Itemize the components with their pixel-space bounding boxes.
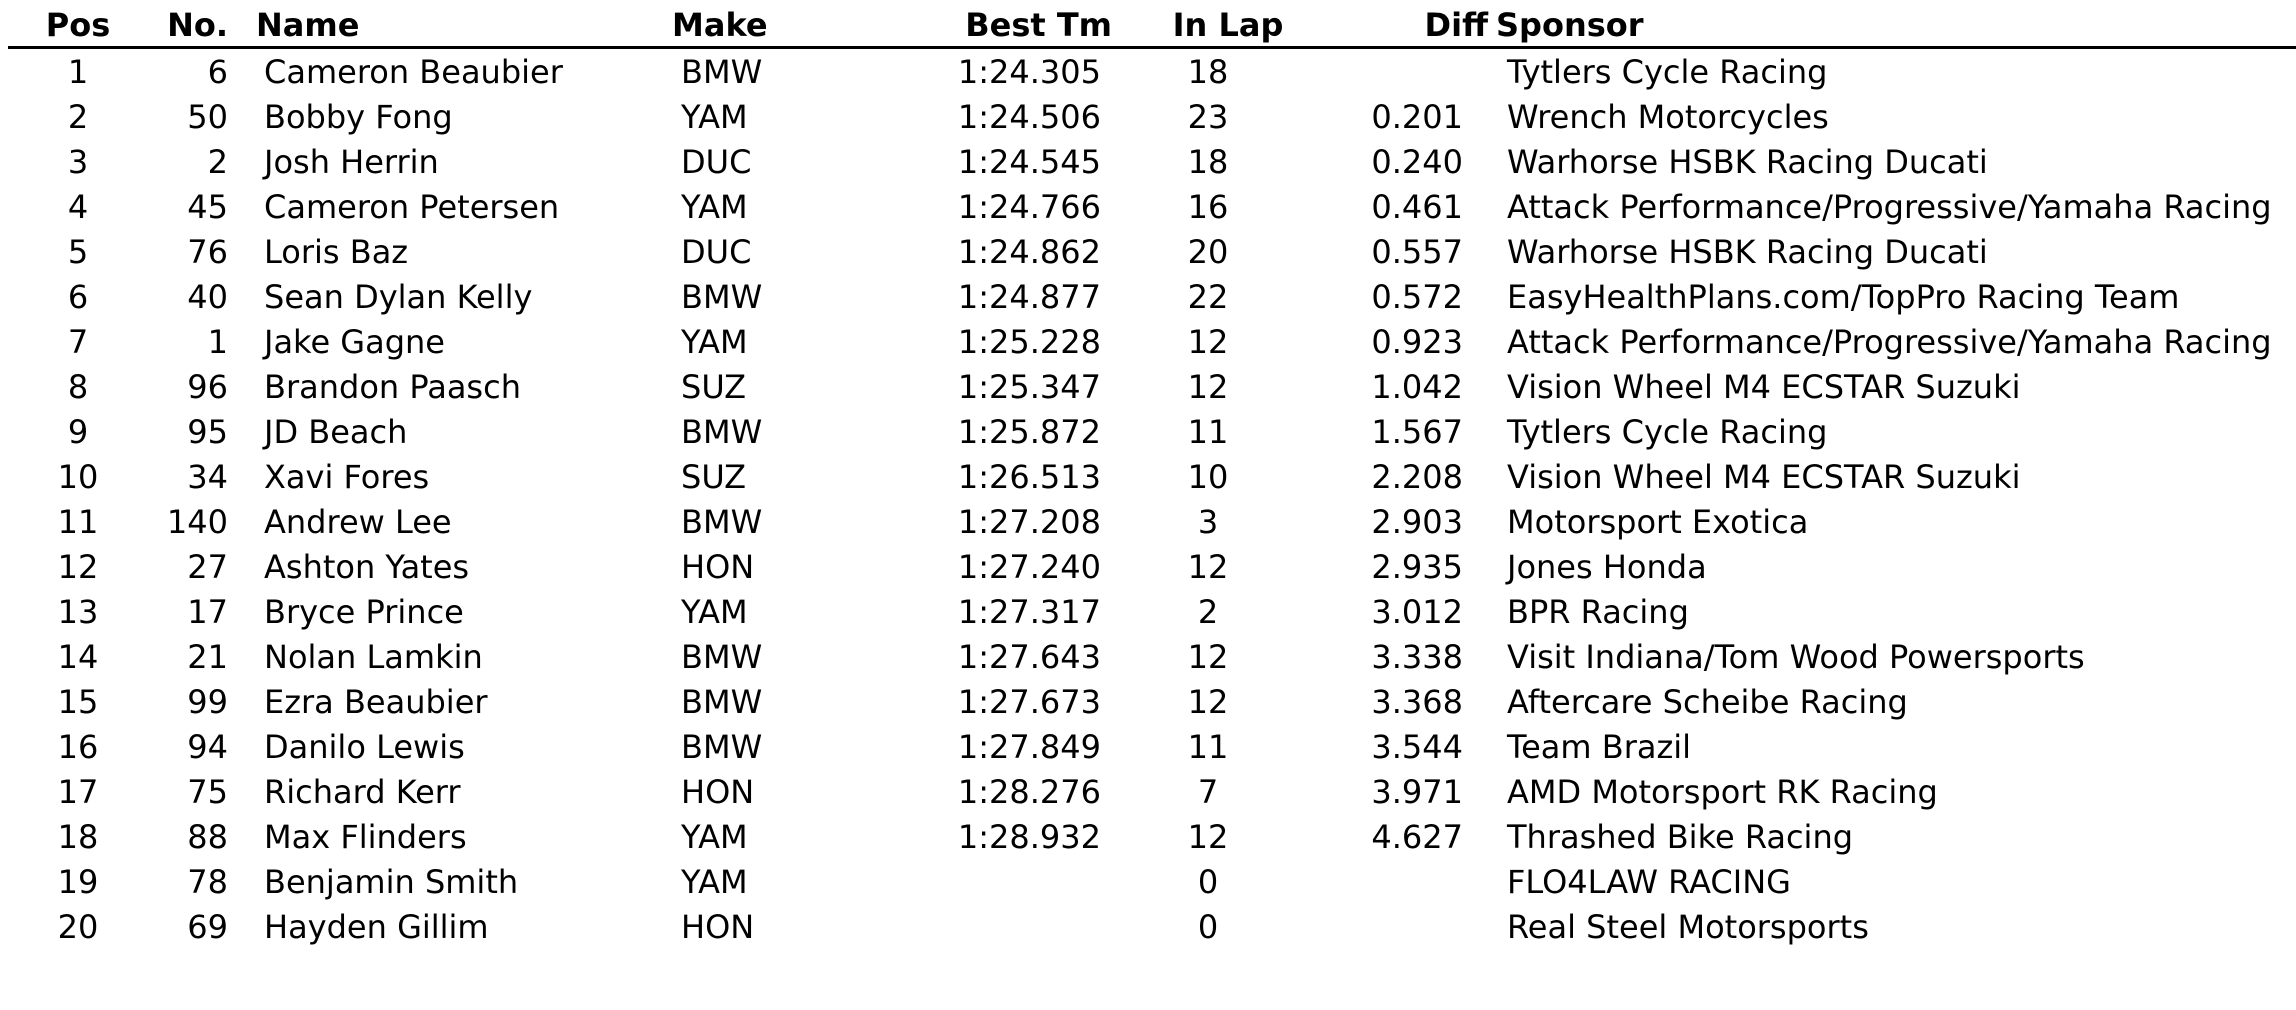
cell-name: Richard Kerr [264,773,461,811]
cell-make: BMW [681,503,763,541]
cell-no: 99 [187,683,228,721]
cell-pos: 1 [67,53,89,91]
cell-no: 34 [187,458,228,496]
cell-in-lap: 12 [1187,548,1229,586]
header-pos: Pos [45,6,111,44]
cell-in-lap: 2 [1197,593,1219,631]
table-row [8,904,2296,949]
cell-pos: 17 [57,773,99,811]
cell-diff: 4.627 [1371,818,1463,856]
cell-sponsor: Team Brazil [1507,728,1692,766]
results-table [8,0,2296,949]
cell-make: DUC [681,143,752,181]
cell-diff: 0.923 [1371,323,1463,361]
cell-in-lap: 12 [1187,818,1229,856]
cell-best-tm: 1:27.240 [957,548,1101,586]
cell-diff: 3.971 [1371,773,1463,811]
cell-name: Brandon Paasch [264,368,521,406]
cell-in-lap: 20 [1187,233,1229,271]
cell-no: 78 [187,863,228,901]
cell-make: YAM [681,98,748,136]
cell-in-lap: 18 [1187,53,1229,91]
cell-sponsor: Warhorse HSBK Racing Ducati [1507,143,1988,181]
cell-sponsor: Tytlers Cycle Racing [1507,413,1828,451]
cell-make: DUC [681,233,752,271]
cell-name: Bryce Prince [264,593,464,631]
cell-name: Cameron Beaubier [264,53,563,91]
cell-diff: 2.935 [1371,548,1463,586]
cell-best-tm: 1:28.276 [957,773,1101,811]
cell-pos: 4 [67,188,89,226]
table-row [8,139,2296,184]
cell-in-lap: 0 [1197,863,1219,901]
cell-name: Benjamin Smith [264,863,519,901]
cell-name: JD Beach [264,413,408,451]
cell-sponsor: Aftercare Scheibe Racing [1507,683,1908,721]
table-row [8,319,2296,364]
header-sponsor: Sponsor [1496,6,1644,44]
cell-best-tm: 1:27.849 [957,728,1101,766]
cell-best-tm: 1:25.228 [957,323,1101,361]
cell-best-tm: 1:25.347 [957,368,1101,406]
cell-make: SUZ [681,368,747,406]
cell-sponsor: Wrench Motorcycles [1507,98,1829,136]
cell-name: Bobby Fong [264,98,453,136]
cell-in-lap: 12 [1187,323,1229,361]
table-row [8,814,2296,859]
cell-in-lap: 0 [1197,908,1219,946]
cell-pos: 12 [57,548,99,586]
cell-no: 27 [187,548,228,586]
table-row [8,409,2296,454]
cell-sponsor: Warhorse HSBK Racing Ducati [1507,233,1988,271]
table-body [8,49,2296,949]
cell-no: 45 [187,188,228,226]
cell-name: Xavi Fores [264,458,430,496]
table-row [8,589,2296,634]
table-row [8,364,2296,409]
cell-make: YAM [681,593,748,631]
cell-diff: 1.042 [1371,368,1463,406]
cell-diff: 2.903 [1371,503,1463,541]
cell-name: Jake Gagne [264,323,445,361]
table-row [8,679,2296,724]
cell-in-lap: 12 [1187,638,1229,676]
cell-pos: 3 [67,143,89,181]
cell-in-lap: 11 [1187,413,1229,451]
cell-make: HON [681,548,755,586]
cell-sponsor: Vision Wheel M4 ECSTAR Suzuki [1507,368,2021,406]
cell-no: 17 [187,593,228,631]
cell-no: 21 [187,638,228,676]
cell-sponsor: Vision Wheel M4 ECSTAR Suzuki [1507,458,2021,496]
cell-best-tm: 1:27.208 [957,503,1101,541]
cell-in-lap: 22 [1187,278,1229,316]
cell-pos: 9 [67,413,89,451]
cell-best-tm: 1:25.872 [957,413,1101,451]
cell-in-lap: 3 [1197,503,1219,541]
table-row [8,184,2296,229]
cell-name: Hayden Gillim [264,908,489,946]
table-header [8,0,2296,49]
cell-sponsor: AMD Motorsport RK Racing [1507,773,1938,811]
cell-diff: 0.461 [1371,188,1463,226]
cell-name: Max Flinders [264,818,467,856]
cell-in-lap: 16 [1187,188,1229,226]
cell-sponsor: Attack Performance/Progressive/Yamaha Racing [1507,323,2272,361]
cell-no: 6 [207,53,228,91]
cell-name: Sean Dylan Kelly [264,278,533,316]
cell-diff: 0.240 [1371,143,1463,181]
cell-in-lap: 12 [1187,683,1229,721]
cell-make: SUZ [681,458,747,496]
cell-best-tm: 1:24.766 [957,188,1101,226]
cell-in-lap: 23 [1187,98,1229,136]
table-row [8,859,2296,904]
cell-make: HON [681,773,755,811]
cell-make: BMW [681,413,763,451]
cell-diff: 2.208 [1371,458,1463,496]
cell-diff: 0.201 [1371,98,1463,136]
cell-no: 2 [207,143,228,181]
cell-make: YAM [681,863,748,901]
cell-best-tm: 1:27.317 [957,593,1101,631]
cell-pos: 16 [57,728,99,766]
cell-make: BMW [681,728,763,766]
cell-pos: 19 [57,863,99,901]
cell-sponsor: Motorsport Exotica [1507,503,1809,541]
cell-no: 69 [187,908,228,946]
cell-diff: 3.338 [1371,638,1463,676]
cell-no: 40 [187,278,228,316]
cell-diff [1308,859,1463,904]
cell-diff: 3.012 [1371,593,1463,631]
cell-name: Loris Baz [264,233,409,271]
cell-pos: 5 [67,233,89,271]
cell-name: Ezra Beaubier [264,683,488,721]
cell-make: BMW [681,638,763,676]
cell-no: 88 [187,818,228,856]
table-row [8,229,2296,274]
cell-sponsor: Jones Honda [1507,548,1707,586]
cell-in-lap: 7 [1197,773,1219,811]
table-row [8,94,2296,139]
cell-pos: 14 [57,638,99,676]
cell-pos: 15 [57,683,99,721]
cell-diff: 0.572 [1371,278,1463,316]
cell-pos: 18 [57,818,99,856]
cell-name: Danilo Lewis [264,728,465,766]
cell-sponsor: FLO4LAW RACING [1507,863,1791,901]
cell-best-tm: 1:24.877 [957,278,1101,316]
cell-diff: 3.368 [1371,683,1463,721]
table-row [8,634,2296,679]
cell-name: Cameron Petersen [264,188,560,226]
cell-name: Ashton Yates [264,548,470,586]
cell-best-tm: 1:27.643 [957,638,1101,676]
cell-sponsor: BPR Racing [1507,593,1689,631]
header-no: No. [167,6,228,44]
cell-pos: 13 [57,593,99,631]
cell-pos: 2 [67,98,89,136]
cell-best-tm: 1:26.513 [957,458,1101,496]
table-row [8,544,2296,589]
cell-diff: 3.544 [1371,728,1463,766]
cell-pos: 7 [67,323,89,361]
cell-best-tm: 1:28.932 [957,818,1101,856]
cell-best-tm [888,904,1101,949]
cell-pos: 6 [67,278,89,316]
cell-sponsor: Attack Performance/Progressive/Yamaha Racing [1507,188,2272,226]
cell-in-lap: 18 [1187,143,1229,181]
cell-no: 76 [187,233,228,271]
table-row [8,49,2296,94]
cell-name: Nolan Lamkin [264,638,483,676]
cell-sponsor: Tytlers Cycle Racing [1507,53,1828,91]
cell-diff: 1.567 [1371,413,1463,451]
cell-make: YAM [681,818,748,856]
cell-in-lap: 10 [1187,458,1229,496]
cell-sponsor: EasyHealthPlans.com/TopPro Racing Team [1507,278,2180,316]
table-row [8,769,2296,814]
cell-best-tm: 1:27.673 [957,683,1101,721]
header-diff: Diff [1424,6,1488,44]
cell-sponsor: Visit Indiana/Tom Wood Powersports [1507,638,2085,676]
table-row [8,724,2296,769]
cell-make: YAM [681,323,748,361]
cell-make: BMW [681,278,763,316]
cell-no: 96 [187,368,228,406]
cell-pos: 10 [57,458,99,496]
cell-pos: 11 [57,503,99,541]
cell-diff: 0.557 [1371,233,1463,271]
cell-best-tm: 1:24.506 [957,98,1101,136]
cell-pos: 8 [67,368,89,406]
cell-no: 94 [187,728,228,766]
cell-in-lap: 12 [1187,368,1229,406]
cell-no: 140 [166,503,228,541]
header-name: Name [256,6,360,44]
cell-diff [1308,904,1463,949]
cell-pos: 20 [57,908,99,946]
cell-make: BMW [681,683,763,721]
cell-best-tm: 1:24.305 [957,53,1101,91]
cell-diff [1308,49,1463,94]
table-row [8,454,2296,499]
cell-best-tm [888,859,1101,904]
cell-sponsor: Real Steel Motorsports [1507,908,1869,946]
cell-best-tm: 1:24.545 [957,143,1101,181]
cell-no: 1 [207,323,228,361]
cell-in-lap: 11 [1187,728,1229,766]
table-row [8,274,2296,319]
header-make: Make [672,6,768,44]
cell-no: 75 [187,773,228,811]
cell-sponsor: Thrashed Bike Racing [1507,818,1854,856]
cell-name: Josh Herrin [264,143,439,181]
header-in-lap: In Lap [1172,6,1284,44]
cell-no: 50 [187,98,228,136]
cell-no: 95 [187,413,228,451]
cell-make: YAM [681,188,748,226]
cell-make: BMW [681,53,763,91]
cell-name: Andrew Lee [264,503,452,541]
header-best-tm: Best Tm [965,6,1112,44]
table-row [8,499,2296,544]
cell-make: HON [681,908,755,946]
cell-best-tm: 1:24.862 [957,233,1101,271]
